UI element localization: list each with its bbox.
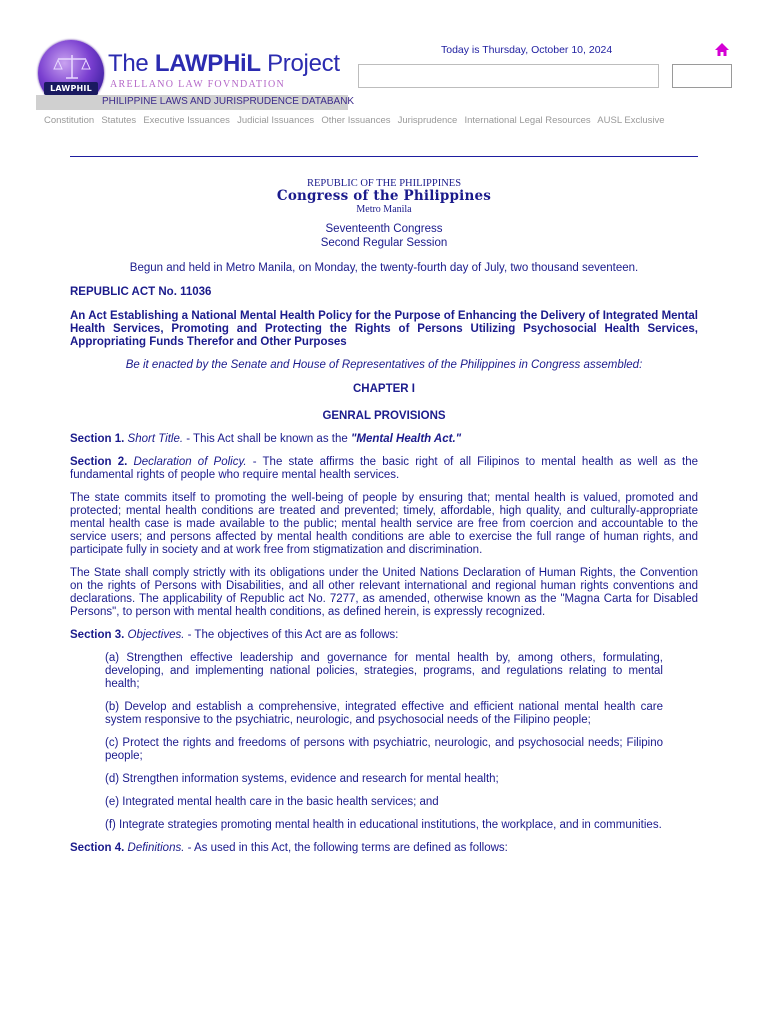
nav-ausl-exclusive[interactable]: AUSL Exclusive (597, 115, 665, 126)
objective-item: (f) Integrate strategies promoting mental health in educational institutions, the workplace, and in communities. (105, 819, 662, 831)
paragraph: The state commits itself to promoting the well-being of people by ensuring that; mental health is valued, promoted and protected; mental health conditions are treated and prevented; timely, affordable, high quality, and culturally-appropriate mental health case is made available to the public; mental health service are free from coercion and accountable to the service users; and persons affected by mental health conditions are able to exercise the full range of human rights, and participate fully in society and at work free from stigmatization and discrimination. (70, 492, 698, 556)
databank-band (36, 95, 355, 110)
objective-item: (b) Develop and establish a comprehensive, integrated effective and efficient national mental health care system responsive to the psychiatric, neurologic, and psychosocial needs of the Filipino people; (105, 701, 663, 726)
section-3 (70, 629, 698, 642)
chapter-heading: CHAPTER I (353, 383, 415, 395)
objective-item: (a) Strengthen effective leadership and governance for mental health by, among others, formulating, developing, and implementing national policies, strategies, programs, and regulations relating to mental health; (105, 652, 663, 690)
nav-other-issuances[interactable]: Other Issuances (321, 115, 391, 126)
divider (70, 156, 698, 157)
section-label: Section 1. (70, 433, 125, 445)
databank-label: PHILIPPINE LAWS AND JURISPRUDENCE DATABANK (102, 96, 355, 107)
search-button[interactable] (672, 64, 732, 88)
objective-item: (c) Protect the rights and freedoms of persons with psychiatric, neurologic, and psychosocial needs; Filipino people; (105, 737, 663, 762)
congress-number: Seventeenth Congress (325, 223, 443, 235)
congress-heading: Congress of the Philippines (276, 188, 492, 204)
main-nav (44, 115, 669, 126)
section-2 (70, 456, 698, 482)
chapter-title: GENRAL PROVISIONS (322, 410, 446, 422)
section-title: Objectives. (127, 629, 185, 641)
objective-item: (e) Integrated mental health care in the basic health services; and (105, 796, 439, 808)
section-4 (70, 842, 698, 855)
section-label: Section 3. (70, 629, 125, 641)
document-body (70, 165, 698, 855)
site-subtitle: ARELLANO LAW FOVNDATION (110, 79, 286, 90)
nav-international-legal-resources[interactable]: International Legal Resources (464, 115, 591, 126)
section-text: - This Act shall be known as the (183, 433, 351, 445)
begun-text: Begun and held in Metro Manila, on Monday, the twenty-fourth day of July, two thousand seventeen. (129, 262, 639, 274)
section-text: - The objectives of this Act are as follows: (184, 629, 399, 641)
metro-heading: Metro Manila (356, 204, 412, 215)
logo-tag: LAWPHIL (44, 82, 98, 95)
site-header (0, 0, 768, 135)
section-label: Section 4. (70, 842, 125, 854)
home-icon[interactable] (714, 42, 730, 58)
nav-statutes[interactable]: Statutes (101, 115, 137, 126)
nav-constitution[interactable]: Constitution (44, 115, 95, 126)
section-label: Section 2. (70, 456, 128, 468)
nav-jurisprudence[interactable]: Jurisprudence (397, 115, 458, 126)
scales-of-justice-icon (52, 52, 92, 82)
republic-heading: REPUBLIC OF THE PHILIPPINES (306, 178, 462, 189)
site-title-brand: LAWPHiL (154, 50, 261, 77)
session-label: Second Regular Session (320, 237, 448, 249)
section-text: - The state affirms the basic right of all Filipinos to mental health as well as the fundamental rights of people who require mental health services. (70, 456, 698, 481)
nav-judicial-issuances[interactable]: Judicial Issuances (237, 115, 315, 126)
site-title-suffix: Project (260, 50, 340, 77)
section-1 (70, 433, 698, 446)
section-title: Short Title. (127, 433, 184, 445)
act-title: An Act Establishing a National Mental Health Policy for the Purpose of Enhancing the Delivery of Integrated Mental Health Services, Promoting and Protecting the Rights of Persons Utilizing Psychosocial Health Services, Appropriating Funds Therefor and Other Purposes (70, 310, 698, 348)
enacting-clause: Be it enacted by the Senate and House of Representatives of the Philippines in Congress assembled: (125, 359, 643, 371)
section-title: Definitions. (127, 842, 185, 854)
act-short-name: "Mental Health Act." (350, 433, 462, 445)
site-title[interactable] (108, 50, 340, 78)
republic-act-number: REPUBLIC ACT No. 11036 (70, 286, 212, 298)
nav-executive-issuances[interactable]: Executive Issuances (143, 115, 230, 126)
objective-item: (d) Strengthen information systems, evidence and research for mental health; (105, 773, 499, 785)
section-text: - As used in this Act, the following terms are defined as follows: (184, 842, 508, 854)
today-date: Today is Thursday, October 10, 2024 (441, 44, 613, 56)
section-title: Declaration of Policy. (133, 456, 247, 468)
site-title-prefix: The (108, 50, 155, 77)
paragraph: The State shall comply strictly with its obligations under the United Nations Declaration of Human Rights, the Convention on the rights of Persons with Disabilities, and all other relevant international and regional human rights conventions and declarations. The applicability of Republic act No. 7277, as amended, otherwise known as the "Magna Carta for Disabled Persons", to person with mental health conditions, as defined herein, is expressly recognized. (70, 567, 698, 618)
search-input[interactable] (358, 64, 659, 88)
